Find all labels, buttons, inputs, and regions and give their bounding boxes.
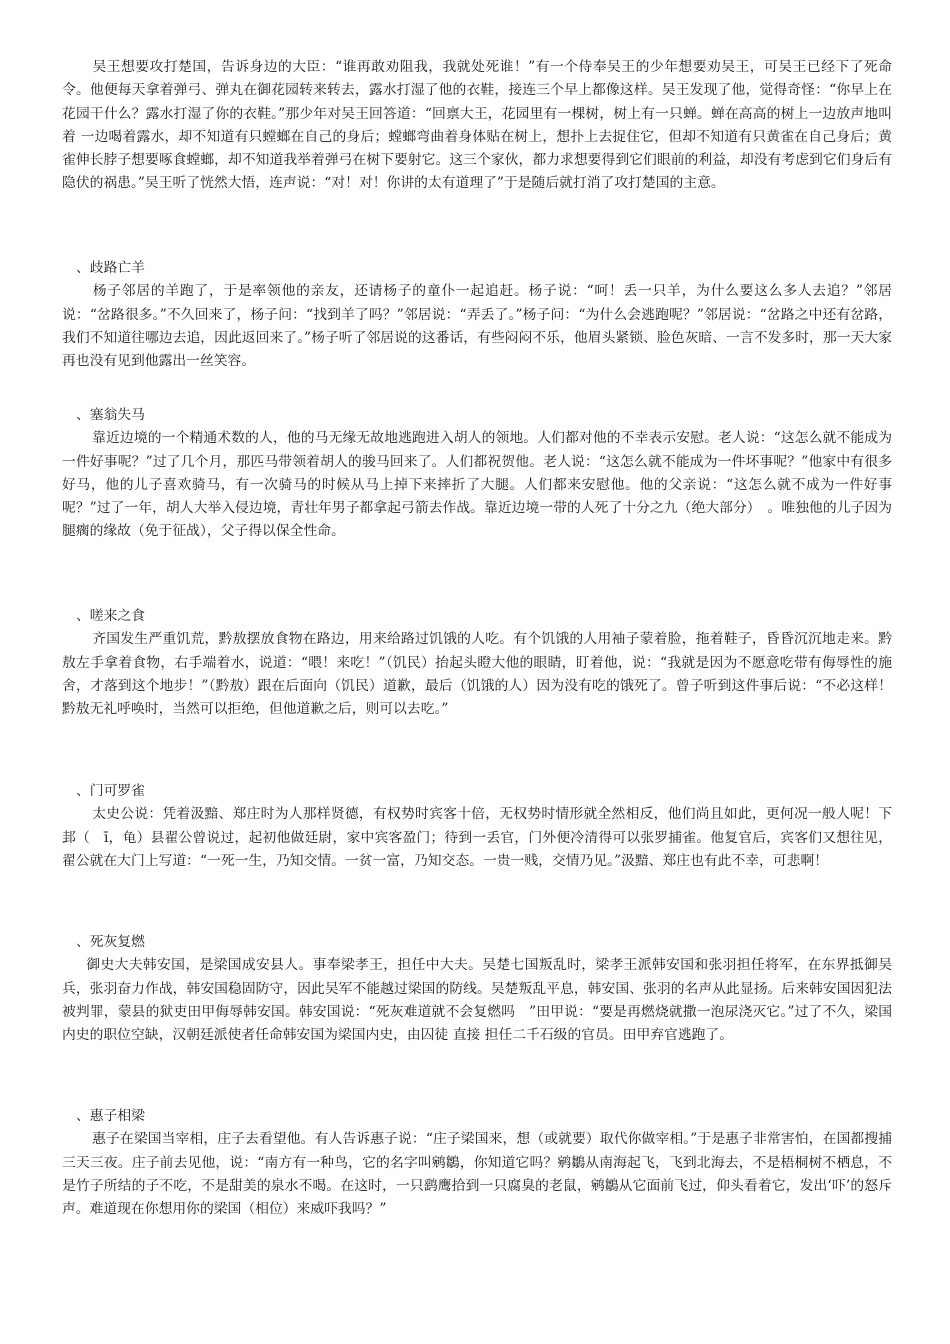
section-huizi-xiangliang [62,1105,892,1221]
section-jielai-zhishi [62,605,892,721]
section-body: 齐国发生严重饥荒，黔敖摆放食物在路边，用来给路过饥饿的人吃。有个饥饿的人用袖子蒙着脸，拖着鞋子，昏昏沉沉地走来。黔敖左手拿着食物，右手端着水，说道：“喂！来吃！”（饥民）抬起头瞪大他的眼睛，盯着他，说：“我就是因为不愿意吃带有侮辱性的施舍，才落到这个地步！”（黔敖）跟在后面向（饥民）道歉，最后（饥饿的人）因为没有吃的饿死了。曾子听到这件事后说：“不必这样！黔敖无礼呼唤时，当然可以拒绝，但他道歉之后，则可以去吃。” [62,631,892,718]
section-saiweng-shima [62,404,892,544]
intro-paragraph [62,56,892,196]
section-body: 太史公说：凭着汲黯、郑庄时为人那样贤德，有权势时宾客十倍，无权势时情形就全然相反，他们尚且如此，更何况一般人呢！下邽（ ī，龟）县翟公曾说过，起初他做廷尉，家中宾客盈门；待到一丢官，门外便冷清得可以张罗捕雀。他复官后，宾客们又想往见，翟公就在大门上写道：“一死一生，乃知交情。一贫一富，乃知交态。一贵一贱，交情乃见。”汲黯、郑庄也有此不幸，可悲啊！ [62,806,892,869]
section-heading: 、塞翁失马 [76,407,145,423]
section-menke-luoque [62,780,892,873]
section-heading: 、嗟来之食 [76,608,145,624]
section-body: 御史大夫韩安国，是梁国成安县人。事奉梁孝王，担任中大夫。吴楚七国叛乱时，梁孝王派韩安国和张羽担任将军，在东界抵御吴兵，张羽奋力作战，韩安国稳固防守，因此吴军不能越过梁国的防线。吴楚叛乱平息，韩安国、张羽的名声从此显扬。后来韩安国因犯法被判罪，蒙县的狱吏田甲侮辱韩安国。韩安国说：“死灰难道就不会复燃吗 ”田甲说：“要是再燃烧就撒一泡尿浇灭它。”过了不久，梁国内史的职位空缺，汉朝廷派使者任命韩安国为梁国内史，由囚徒 直接 担任二千石级的官员。田甲弃官逃跑了。 [62,957,892,1044]
section-qilu-wangyang [62,257,892,373]
section-heading: 、惠子相梁 [76,1108,145,1124]
section-body: 杨子邻居的羊跑了，于是率领他的亲友，还请杨子的童仆一起追赶。杨子说：“呵！丢一只羊，为什么要这么多人去追？”邻居说：“岔路很多。”不久回来了，杨子问：“找到羊了吗？”邻居说：“弄丢了。”杨子问：“为什么会逃跑呢？”邻居说：“岔路之中还有岔路，我们不知道往哪边去追，因此返回来了。”杨子听了邻居说的这番话，有些闷闷不乐，他眉头紧锁、脸色灰暗、一言不发多时，那一天大家再也没有见到他露出一丝笑容。 [62,283,892,370]
section-sihui-furan [62,931,892,1047]
intro-text: 吴王想要攻打楚国，告诉身边的大臣：“谁再敢劝阻我，我就处死谁！”有一个侍奉吴王的少年想要劝吴王，可吴王已经下了死命令。他便每天拿着弹弓、弹丸在御花园转来转去，露水打湿了他的衣鞋，接连三个早上都像这样。吴王发现了他，觉得奇怪：“你早上在花园干什么？露水打湿了你的衣鞋。”那少年对吴王回答道：“回禀大王，花园里有一棵树，树上有一只蝉。蝉在高高的树上一边放声地叫着 一边喝着露水，却不知道有只螳螂在自己的身后；螳螂弯曲着身体贴在树上，想扑上去捉住它，但却不知道有只黄雀在自己身后；黄雀伸长脖子想要啄食螳螂，却不知道我举着弹弓在树下要射它。这三个家伙，都力求想要得到它们眼前的利益，却没有考虑到它们身后有隐伏的祸患。”吴王听了恍然大悟，连声说：“对！对！你讲的太有道理了”于是随后就打消了攻打楚国的主意。 [62,59,892,192]
section-body: 惠子在梁国当宰相，庄子去看望他。有人告诉惠子说：“庄子梁国来，想（或就要）取代你做宰相。”于是惠子非常害怕，在国都搜捕三天三夜。庄子前去见他，说：“南方有一种鸟，它的名字叫鹓鶵，你知道它吗？鹓鶵从南海起飞，飞到北海去，不是梧桐树不栖息，不是竹子所结的子不吃，不是甜美的泉水不喝。在这时，一只鹞鹰拾到一只腐臭的老鼠，鹓鶵从它面前飞过，仰头看着它，发出‘吓’的怒斥声。难道现在你想用你的梁国（相位）来威吓我吗？” [62,1131,892,1218]
section-heading: 、门可罗雀 [76,783,145,799]
section-heading: 、歧路亡羊 [76,260,145,276]
section-heading: 、死灰复燃 [76,934,145,950]
section-body: 靠近边境的一个精通术数的人，他的马无缘无故地逃跑进入胡人的领地。人们都对他的不幸表示安慰。老人说：“这怎么就不能成为一件好事呢？”过了几个月，那匹马带领着胡人的骏马回来了。人们都祝贺他。老人说：“这怎么就不能成为一件坏事呢？”他家中有很多好马，他的儿子喜欢骑马，有一次骑马的时候从马上掉下来摔折了大腿。人们都来安慰他。他的父亲说：“这怎么就不成为一件好事呢？”过了一年，胡人大举入侵边境，青壮年男子都拿起弓箭去作战。靠近边境一带的人死了十分之九（绝大部分） 。唯独他的儿子因为腿瘸的缘故（免于征战），父子得以保全性命。 [62,430,892,540]
